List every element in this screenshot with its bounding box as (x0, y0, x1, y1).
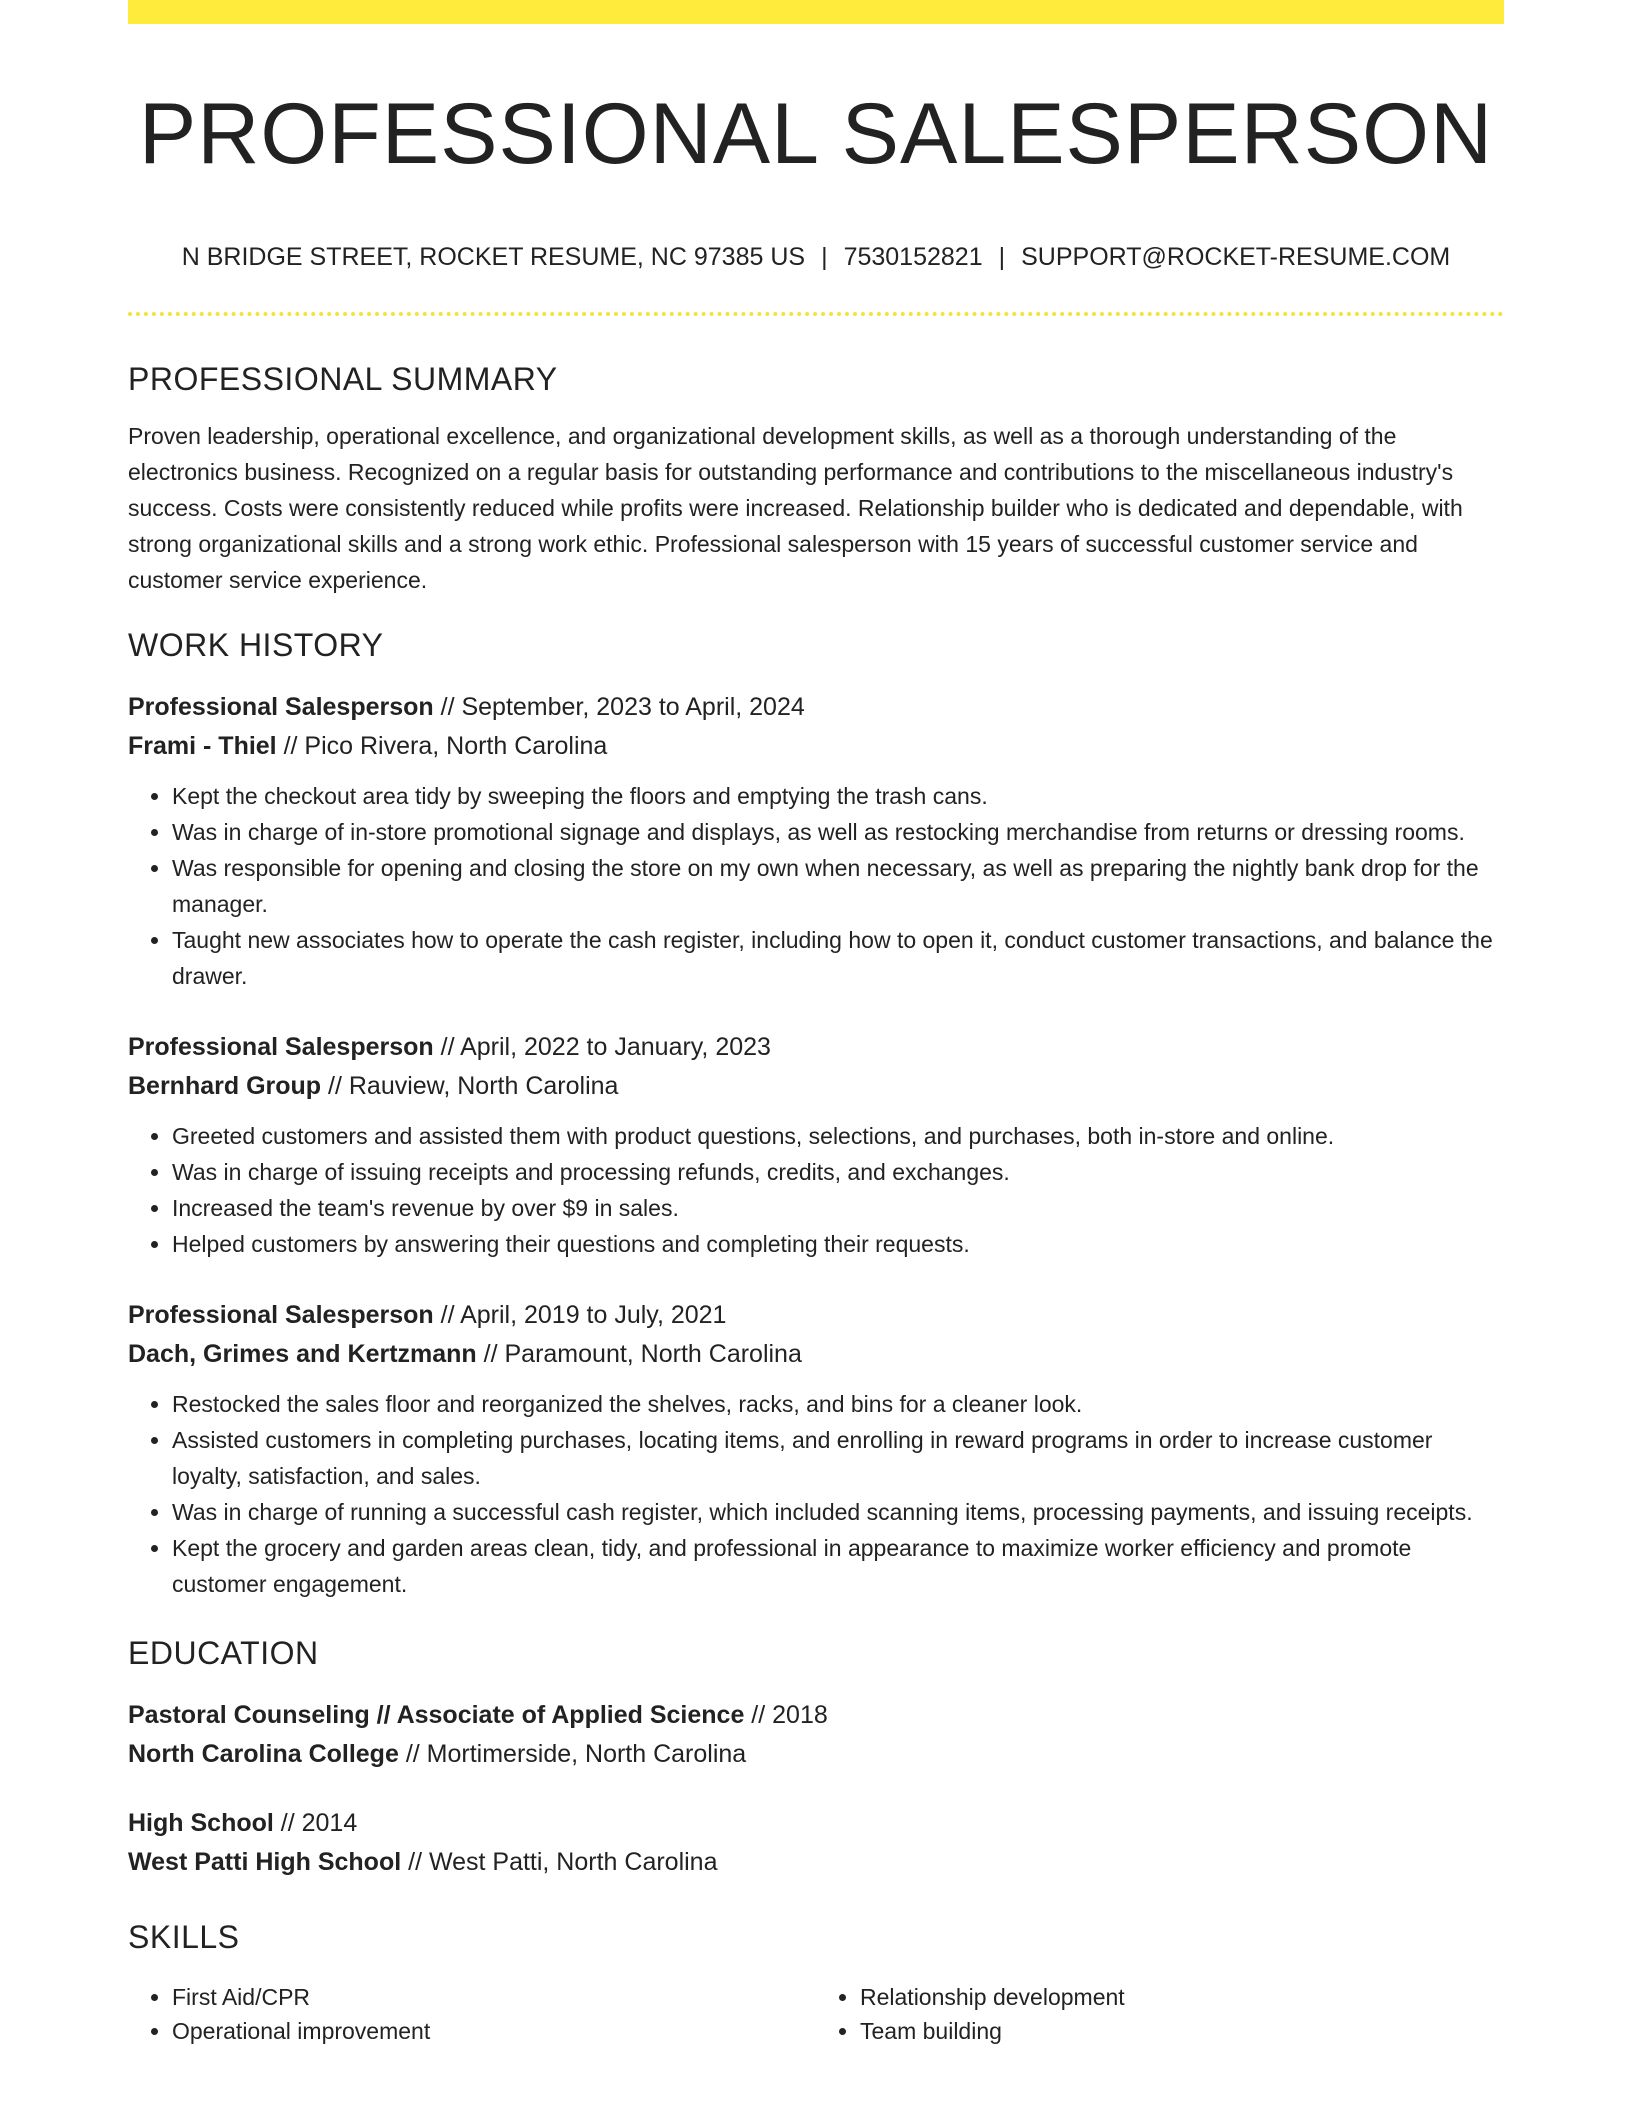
dotted-divider (128, 312, 1504, 316)
job-role-line (128, 1296, 1504, 1335)
contact-line (128, 242, 1504, 272)
resume-name: PROFESSIONAL SALESPERSON (138, 86, 1494, 182)
job-duty: • Increased the team's revenue by over $9 in sales. (172, 1190, 1504, 1226)
degree-year: // 2014 (273, 1809, 358, 1837)
school-line (128, 1735, 1504, 1774)
degree-year: // 2018 (744, 1701, 828, 1729)
job-location: // Pico Rivera, North Carolina (276, 732, 608, 760)
job-company: Bernhard Group (128, 1072, 322, 1100)
job-dates: // April, 2019 to July, 2021 (433, 1301, 727, 1329)
degree-name: Pastoral Counseling // Associate of Applied Science (128, 1701, 745, 1729)
job-role: Professional Salesperson (128, 693, 434, 721)
job-dates: // September, 2023 to April, 2024 (433, 693, 805, 721)
education-entry (128, 1804, 1504, 1882)
education-heading: EDUCATION (128, 1635, 319, 1671)
skills-heading: SKILLS (128, 1919, 240, 1955)
job-company-line (128, 1067, 1504, 1106)
school-name: West Patti High School (128, 1848, 402, 1876)
job-company: Frami - Thiel (128, 732, 277, 760)
degree-name: High School (128, 1809, 274, 1837)
job-duties (128, 1118, 1504, 1262)
school-location: // West Patti, North Carolina (401, 1848, 718, 1876)
job-company-line (128, 727, 1504, 766)
contact-address: N BRIDGE STREET, ROCKET RESUME, NC 97385 US (181, 243, 806, 271)
job-duty: • Taught new associates how to operate the cash register, including how to open it, conduct customer transactions, and balance the drawer. (172, 922, 1504, 994)
degree-line (128, 1696, 1504, 1735)
degree-line (128, 1804, 1504, 1843)
job-dates: // April, 2022 to January, 2023 (433, 1033, 771, 1061)
job-duty: • Kept the checkout area tidy by sweeping the floors and emptying the trash cans. (172, 778, 1504, 814)
skill-item: • Relationship development (860, 1980, 1504, 2014)
skills-column-left (128, 1980, 816, 2048)
skill-item: • Team building (860, 2014, 1504, 2048)
job-role-line (128, 1028, 1504, 1067)
contact-separator: | (998, 243, 1006, 271)
job-role-line (128, 688, 1504, 727)
job-duty: • Restocked the sales floor and reorganized the shelves, racks, and bins for a cleaner look. (172, 1386, 1504, 1422)
school-line (128, 1843, 1504, 1882)
resume-page (128, 0, 1504, 2048)
job-location: // Paramount, North Carolina (476, 1340, 802, 1368)
skill-item: • First Aid/CPR (172, 1980, 816, 2014)
job-duty: • Was in charge of in-store promotional signage and displays, as well as restocking merchandise from returns or dressing rooms. (172, 814, 1504, 850)
school-name: North Carolina College (128, 1740, 399, 1768)
job-duty: • Was in charge of issuing receipts and processing refunds, credits, and exchanges. (172, 1154, 1504, 1190)
job-company: Dach, Grimes and Kertzmann (128, 1340, 477, 1368)
skill-item: • Operational improvement (172, 2014, 816, 2048)
work-history-heading: WORK HISTORY (128, 627, 384, 663)
skills-column-right (816, 1980, 1504, 2048)
summary-heading: PROFESSIONAL SUMMARY (128, 361, 558, 397)
job-entry (128, 1028, 1504, 1262)
job-duties (128, 778, 1504, 994)
job-duty: • Assisted customers in completing purchases, locating items, and enrolling in reward programs in order to increase customer loyalty, satisfaction, and sales. (172, 1422, 1504, 1494)
job-entry (128, 688, 1504, 994)
contact-separator: | (821, 243, 828, 271)
job-duty: • Greeted customers and assisted them with product questions, selections, and purchases, both in-store and online. (172, 1118, 1504, 1154)
job-entry (128, 1296, 1504, 1602)
contact-phone: 7530152821 (843, 243, 983, 271)
job-duty: • Was in charge of running a successful cash register, which included scanning items, processing payments, and issuing receipts. (172, 1494, 1504, 1530)
top-accent-bar (128, 0, 1504, 24)
contact-email: SUPPORT@ROCKET-RESUME.COM (1021, 243, 1451, 271)
summary-paragraph: Proven leadership, operational excellence, and organizational development skills, as well as a thorough understanding of the electronics business. Recognized on a regular basis for outstanding performance and contributions to the miscellaneous industry's success. Costs were consistently reduced while profits were increased. Relationship builder who is dedicated and dependable, with strong organizational skills and a strong work ethic. Professional salesperson with 15 years of successful customer service and customer service experience. (128, 423, 1463, 593)
job-role: Professional Salesperson (128, 1301, 434, 1329)
job-duty: • Helped customers by answering their questions and completing their requests. (172, 1226, 1504, 1262)
job-duties (128, 1386, 1504, 1602)
skills-list (128, 1980, 1504, 2048)
school-location: // Mortimerside, North Carolina (398, 1740, 747, 1768)
education-entry (128, 1696, 1504, 1774)
job-company-line (128, 1335, 1504, 1374)
job-role: Professional Salesperson (128, 1033, 434, 1061)
job-location: // Rauview, North Carolina (321, 1072, 619, 1100)
job-duty: • Kept the grocery and garden areas clean, tidy, and professional in appearance to maximize worker efficiency and promote customer engagement. (172, 1530, 1504, 1602)
job-duty: • Was responsible for opening and closing the store on my own when necessary, as well as preparing the nightly bank drop for the manager. (172, 850, 1504, 922)
